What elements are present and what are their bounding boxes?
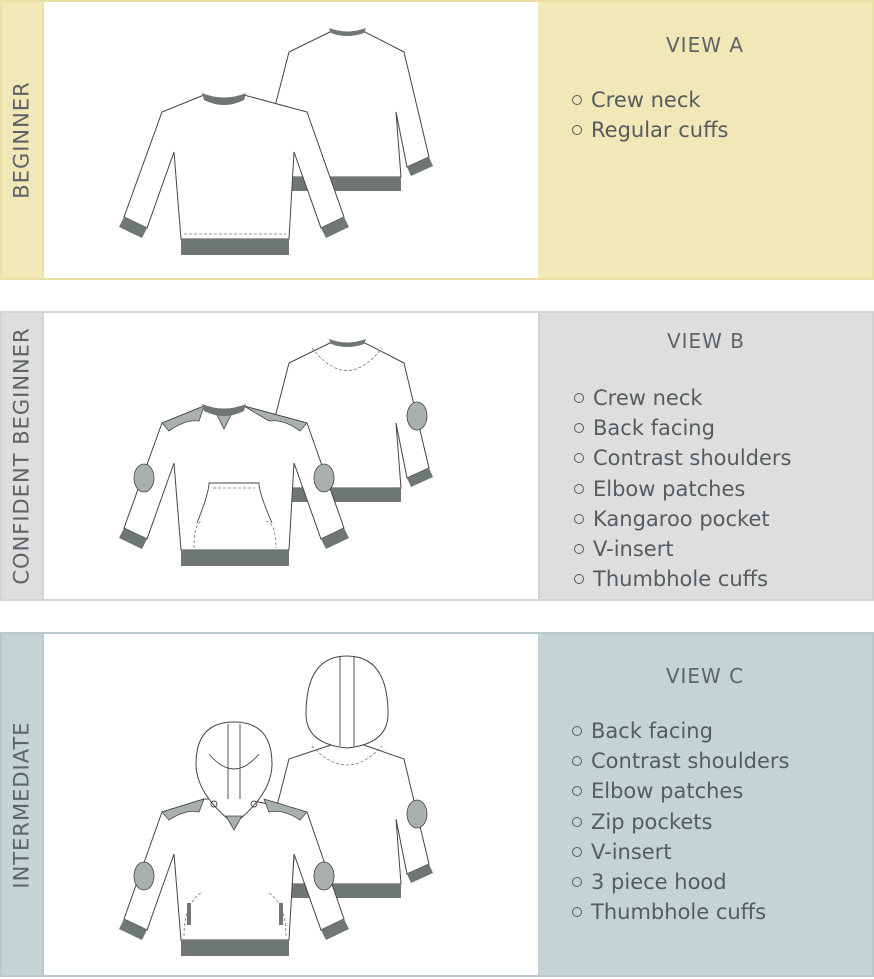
skill-level-label [0,632,44,977]
feature-list [572,85,728,145]
hoodie-zip-pockets-illustration [44,634,538,979]
view-c-panel [0,632,874,977]
hollow-circle-bullet-icon [574,393,584,403]
skill-level-text: CONFIDENT BEGINNER [10,327,34,585]
view-c-illustration [44,632,538,977]
skill-level-label [0,0,44,280]
list-item: Regular cuffs [572,115,728,145]
hollow-circle-bullet-icon [572,817,582,827]
hollow-circle-bullet-icon [572,95,582,105]
view-b-details [538,311,874,601]
feature-list [574,383,791,594]
view-b-panel [0,311,874,601]
list-item: Back facing [574,413,791,443]
hollow-circle-bullet-icon [572,847,582,857]
list-item: Back facing [572,716,789,746]
list-item: Thumbhole cuffs [572,897,789,927]
list-item: 3 piece hood [572,867,789,897]
view-title: VIEW C [665,664,745,688]
list-item: V-insert [574,534,791,564]
list-item: Kangaroo pocket [574,504,791,534]
hollow-circle-bullet-icon [572,756,582,766]
list-item: Thumbhole cuffs [574,564,791,594]
sweatshirt-crew-neck-illustration [44,2,538,282]
hollow-circle-bullet-icon [574,423,584,433]
view-c-details [538,632,874,977]
skill-level-label [0,311,44,601]
list-item: V-insert [572,837,789,867]
sweatshirt-kangaroo-pocket-illustration [44,313,538,603]
hollow-circle-bullet-icon [574,514,584,524]
list-item: Elbow patches [574,474,791,504]
view-title: VIEW A [665,33,745,57]
view-a-details [538,0,874,280]
list-item: Contrast shoulders [572,746,789,776]
list-item: Contrast shoulders [574,443,791,473]
view-b-illustration [44,311,538,601]
list-item: Elbow patches [572,776,789,806]
list-item: Zip pockets [572,807,789,837]
hollow-circle-bullet-icon [572,125,582,135]
skill-level-text: BEGINNER [10,81,35,199]
hollow-circle-bullet-icon [574,453,584,463]
hollow-circle-bullet-icon [574,484,584,494]
skill-level-text: INTERMEDIATE [10,720,34,889]
list-item: Crew neck [572,85,728,115]
hollow-circle-bullet-icon [572,907,582,917]
hollow-circle-bullet-icon [574,574,584,584]
feature-list [572,716,789,927]
list-item: Crew neck [574,383,791,413]
hollow-circle-bullet-icon [572,877,582,887]
view-a-illustration [44,0,538,280]
hollow-circle-bullet-icon [574,544,584,554]
view-a-panel [0,0,874,280]
hollow-circle-bullet-icon [572,726,582,736]
view-title: VIEW B [666,329,746,353]
hollow-circle-bullet-icon [572,786,582,796]
